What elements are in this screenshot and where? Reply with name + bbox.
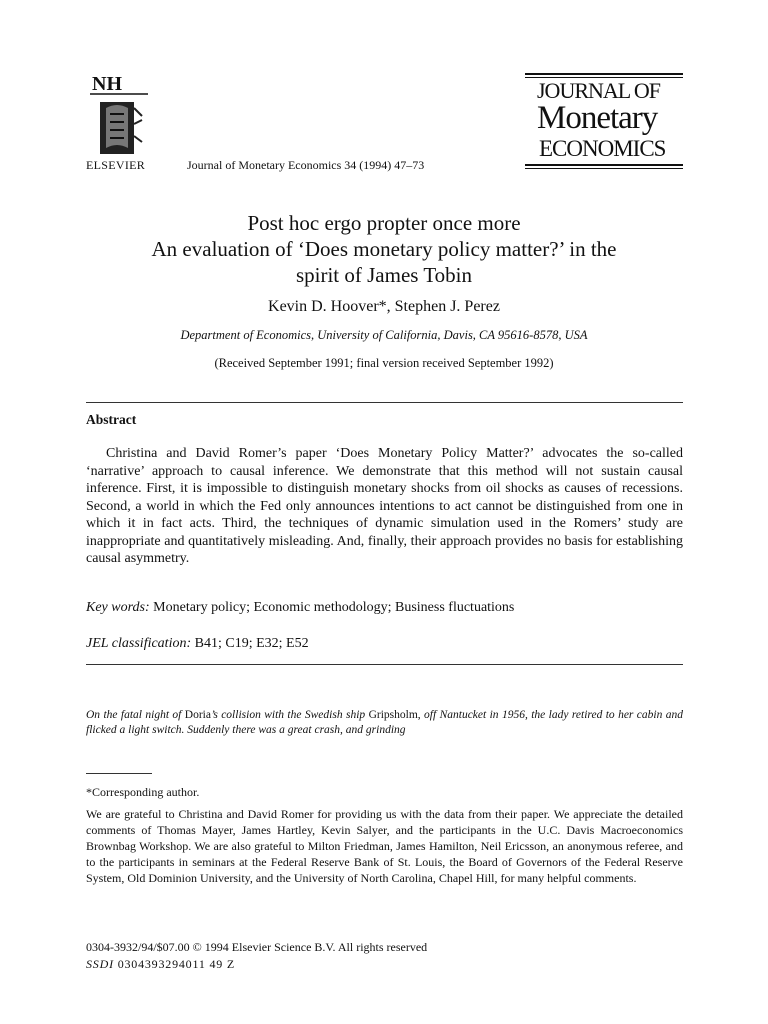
keywords-value: Monetary policy; Economic methodology; Business fluctuations [153,600,515,615]
article-title-line-2: An evaluation of ‘Does monetary policy matter?’ in the [151,237,617,261]
abstract-top-rule [86,402,683,403]
jel-value: B41; C19; E32; E52 [194,636,309,651]
jel-classification [86,636,309,652]
logo-text: NH [92,73,122,95]
journal-masthead [525,70,683,180]
footnote-rule [86,773,152,774]
ssdi-number: 0304393294011 49 Z [117,957,235,971]
abstract-bottom-rule [86,664,683,665]
opening-paragraph: On the fatal night of Doria’s collision with the Swedish ship Gripsholm, off Nantucket in 1956, the lady retired to her cabin and flicked a light switch. Suddenly there was a great crash, and grinding [86,709,684,736]
ssdi-line [86,957,235,972]
masthead-line-2: Monetary [537,100,658,136]
abstract-heading: Abstract [86,412,137,427]
article-authors: Kevin D. Hoover*, Stephen J. Perez [268,298,500,315]
publisher-name: ELSEVIER [86,158,146,172]
abstract-text: Christina and David Romer’s paper ‘Does Monetary Policy Matter?’ advocates the so-called ‘narrative’ approach to causal inference. We demonstrate that this method will not sustain causal inference. First, it is impossible to distinguish monetary shocks from oil shocks as causes of recessions. Second, a world in which the Fed only announces intentions to act cannot be distinguished from one in which it in fact acts. Third, the techniques of dynamic simulation used in the Romers’ study are inappropriate and quantitatively misleading. And, finally, their approach provides no basis for establishing causal asymmetry. [86,446,683,566]
ssdi-label: SSDI [86,957,114,971]
ship-name-gripsholm: Gripsholm, [368,709,421,721]
corresponding-author-note: *Corresponding author. [86,785,200,799]
acknowledgement-footnote: We are grateful to Christina and David Romer for providing us with the data from their paper. We appreciate the detailed comments of Thomas Mayer, James Hartley, Kevin Salyer, and the participants in the U.C. Davis Macroeconomics Brownbag Workshop. We are also grateful to Milton Friedman, James Hamilton, Neil Ericsson, an anonymous referee, and to the participants in seminars at the Federal Reserve Bank of St. Louis, the Board of Governors of the Federal Reserve System, Old Dominion University, and the University of North Carolina, Chapel Hill, for many helpful comments. [86,807,683,885]
author-affiliation: Department of Economics, University of California, Davis, CA 95616-8578, USA [180,328,588,342]
jel-label: JEL classification: [86,636,192,651]
masthead-line-3: ECONOMICS [539,136,666,161]
masthead-line-1: JOURNAL OF [537,78,661,103]
keywords-label: Key words: [86,600,150,615]
article-title-line-1: Post hoc ergo propter once more [247,211,521,235]
received-dates: (Received September 1991; final version received September 1992) [214,356,554,370]
keywords [86,600,514,616]
article-title-line-3: spirit of James Tobin [295,263,473,287]
journal-citation: Journal of Monetary Economics 34 (1994) 47–73 [187,158,425,172]
elsevier-logo [86,72,156,168]
copyright-line: 0304-3932/94/$07.00 © 1994 Elsevier Science B.V. All rights reserved [86,940,428,954]
ship-name-doria: Doria [184,709,211,721]
